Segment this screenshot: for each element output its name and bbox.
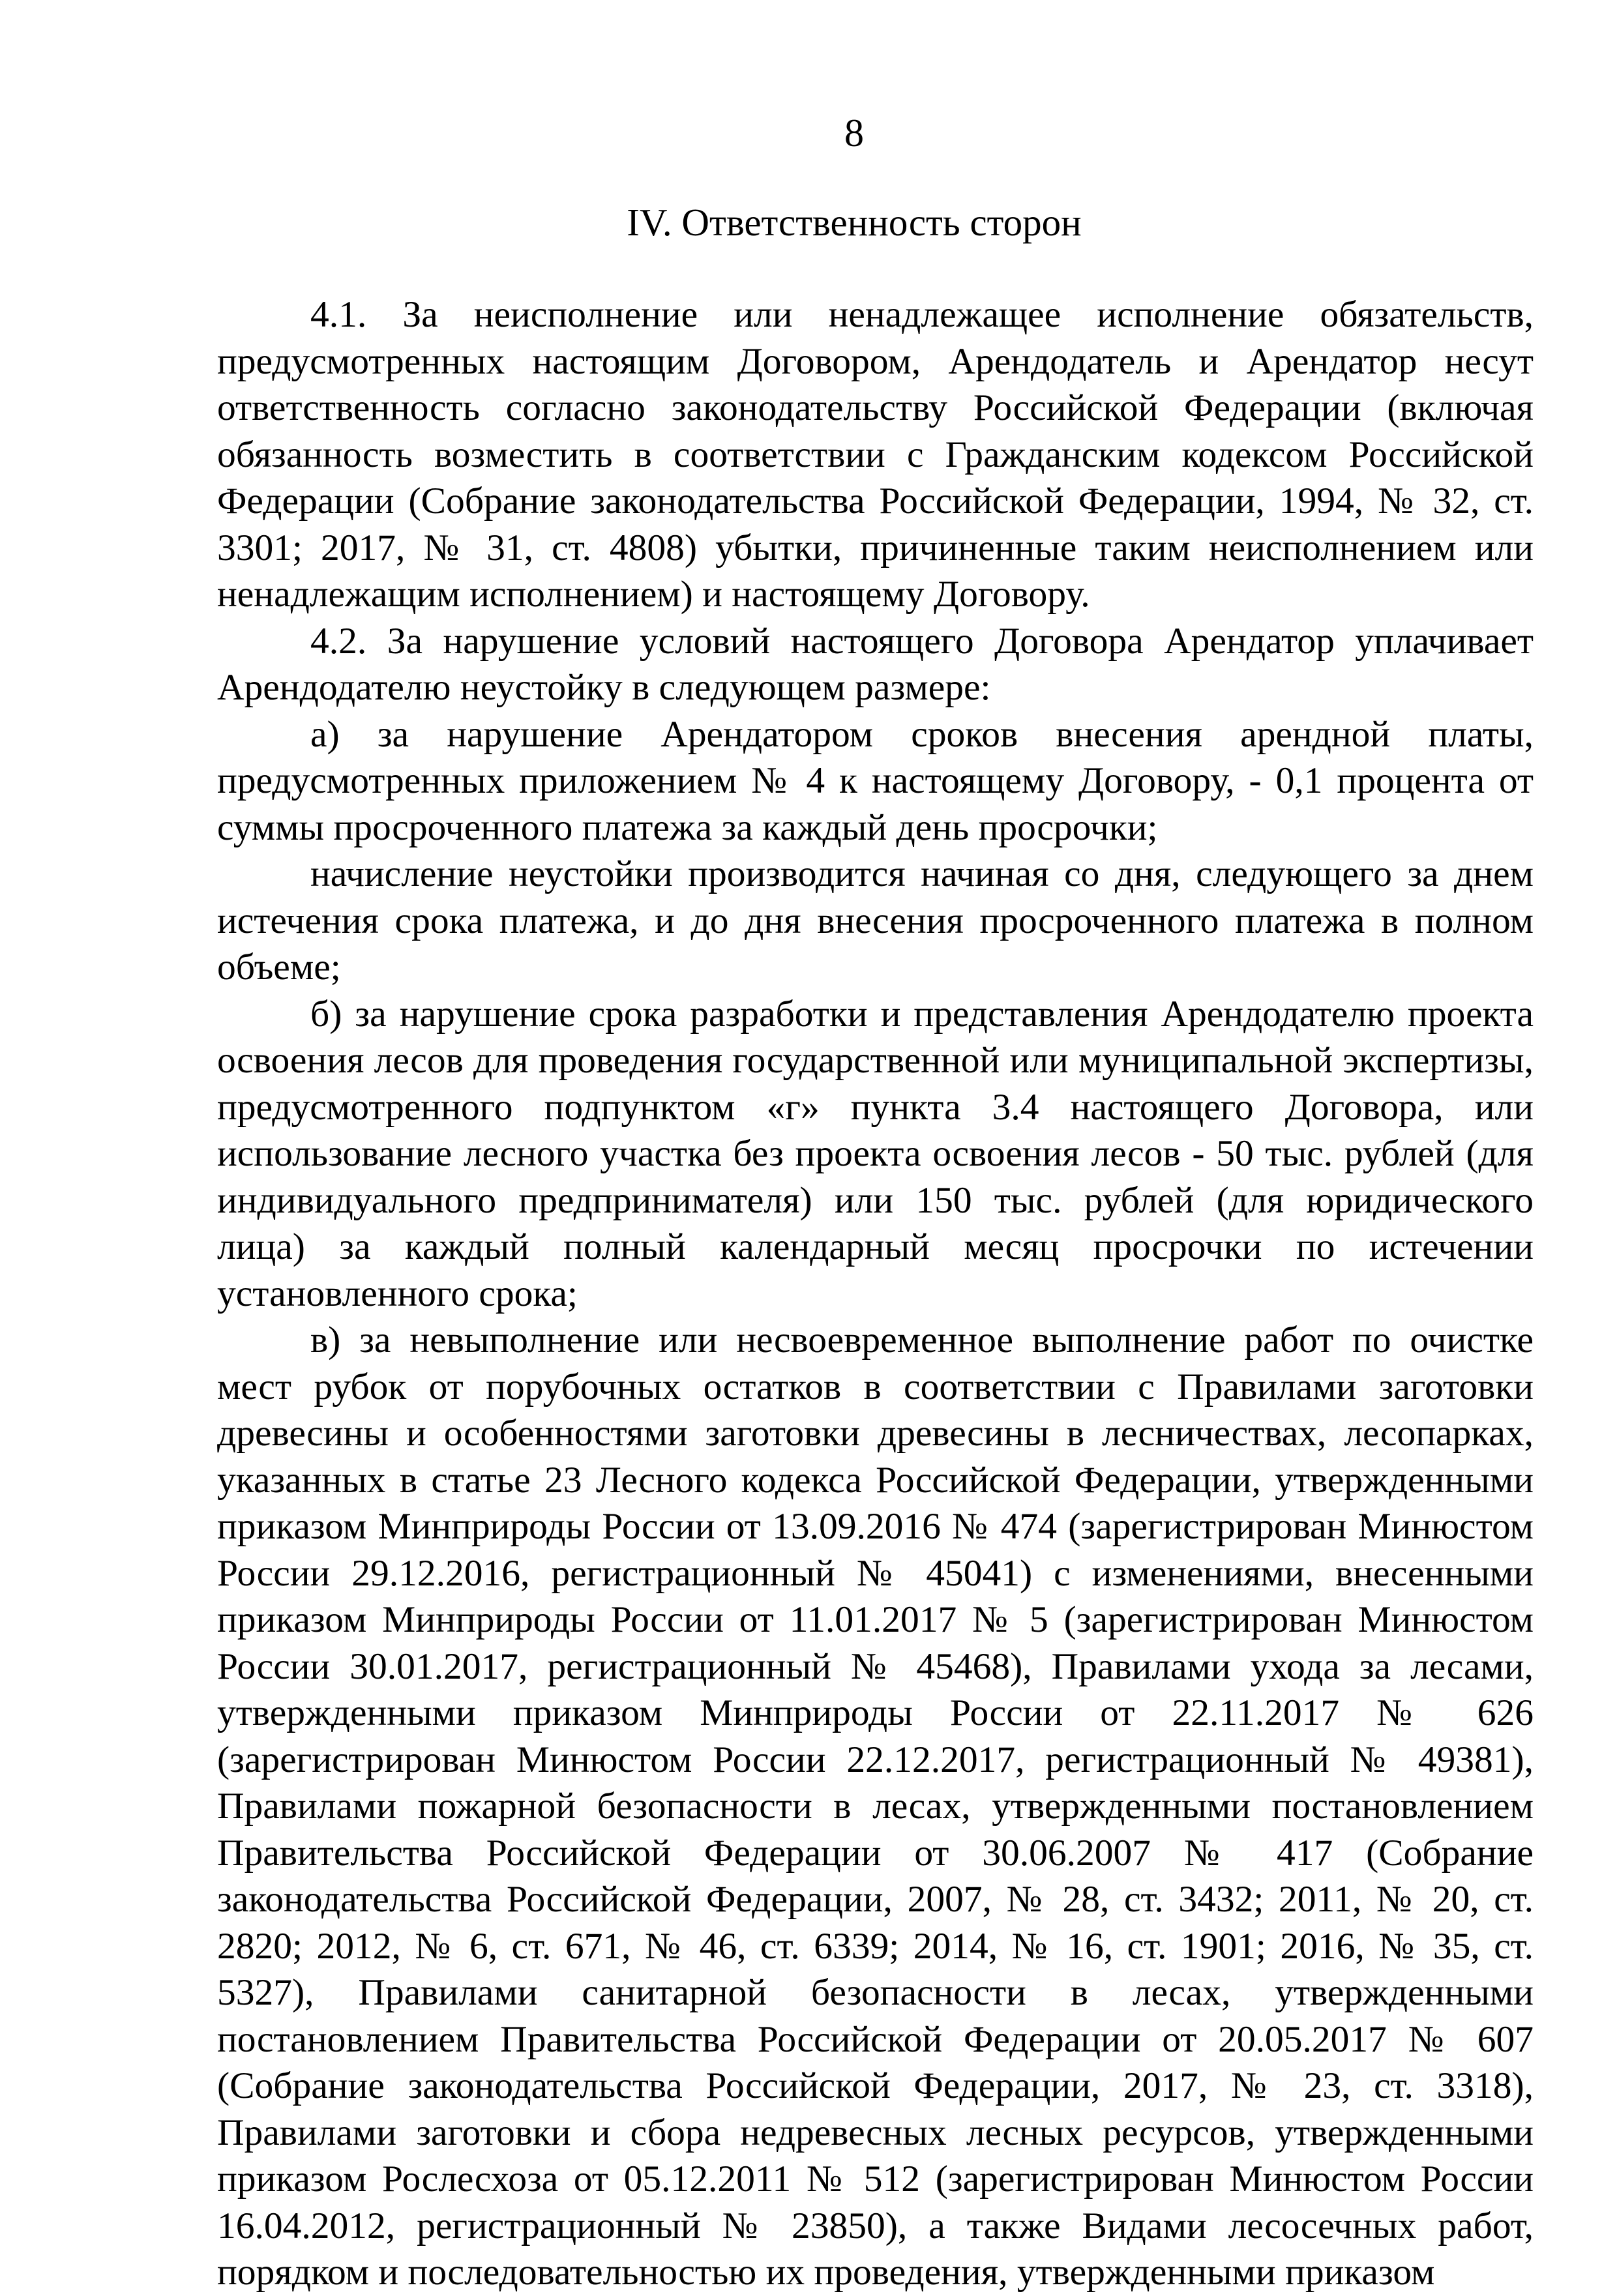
paragraph-4-2-a: а) за нарушение Арендатором сроков внесения арендной платы, предусмотренных приложением № 4 к настоящему Договору, - 0,1 процента от суммы просроченного платежа за каждый день просрочки;	[217, 713, 1534, 848]
paragraph-penalty-accrual: начисление неустойки производится начиная со дня, следующего за днем истечения срока платежа, и до дня внесения просроченного платежа в полном объеме;	[217, 853, 1534, 988]
paragraph-4-2-v: в) за невыполнение или несвоевременное выполнение работ по очистке мест рубок от порубочных остатков в соответствии с Правилами заготовки древесины и особенностями заготовки древесины в лесничествах, лесопарках, указанных в статье 23 Лесного кодекса Российской Федерации, утвержденными приказом Минприроды России от 13.09.2016 № 474 (зарегистрирован Минюстом России 29.12.2016, регистрационный № 45041) с изменениями, внесенными приказом Минприроды России от 11.01.2017 № 5 (зарегистрирован Минюстом России 30.01.2017, регистрационный № 45468), Правилами ухода за лесами, утвержденными приказом Минприроды России от 22.11.2017 № 626 (зарегистрирован Минюстом России 22.12.2017, регистрационный № 49381), Правилами пожарной безопасности в лесах, утвержденными постановлением Правительства Российской Федерации от 30.06.2007 № 417 (Собрание законодательства Российской Федерации, 2007, № 28, ст. 3432; 2011, № 20, ст. 2820; 2012, № 6, ст. 671, № 46, ст. 6339; 2014, № 16, ст. 1901; 2016, № 35, ст. 5327), Правилами санитарной безопасности в лесах, утвержденными постановлением Правительства Российской Федерации от 20.05.2017 № 607 (Собрание законодательства Российской Федерации, 2017, № 23, ст. 3318), Правилами заготовки и сбора недревесных лесных ресурсов, утвержденными приказом Рослесхоза от 05.12.2011 № 512 (зарегистрирован Минюстом России 16.04.2012, регистрационный № 23850), а также Видами лесосечных работ, порядком и последовательностью их проведения, утвержденными приказом	[217, 1319, 1534, 2293]
paragraph-4-2: 4.2. За нарушение условий настоящего Договора Арендатор уплачивает Арендодателю неустойку в следующем размере:	[217, 620, 1534, 708]
paragraph-4-2-b: б) за нарушение срока разработки и представления Арендодателю проекта освоения лесов для проведения государственной или муниципальной экспертизы, предусмотренного подпунктом «г» пункта 3.4 настоящего Договора, или использование лесного участка без проекта освоения лесов - 50 тыс. рублей (для индивидуального предпринимателя) или 150 тыс. рублей (для юридического лица) за каждый полный календарный месяц просрочки по истечении установленного срока;	[217, 993, 1534, 1314]
document-body	[217, 291, 1534, 2296]
paragraph-4-1: 4.1. За неисполнение или ненадлежащее исполнение обязательств, предусмотренных настоящим Договором, Арендодатель и Арендатор несут ответственность согласно законодательству Российской Федерации (включая обязанность возместить в соответствии с Гражданским кодексом Российской Федерации (Собрание законодательства Российской Федерации, 1994, № 32, ст. 3301; 2017, № 31, ст. 4808) убытки, причиненные таким неисполнением или ненадлежащим исполнением) и настоящему Договору.	[217, 294, 1534, 615]
page-number: 8	[844, 111, 864, 155]
section-heading: IV. Ответственность сторон	[627, 201, 1082, 244]
